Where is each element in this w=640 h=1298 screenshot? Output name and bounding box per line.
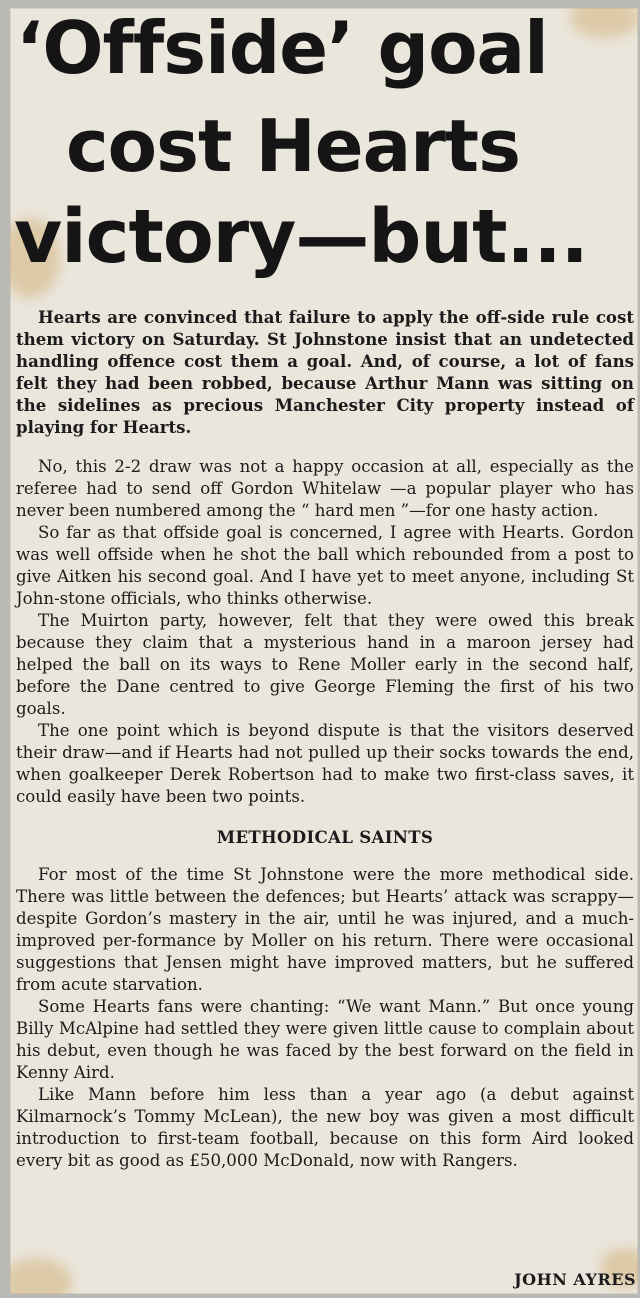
lead-paragraph: Hearts are convinced that failure to apply the off-side rule cost them victory on Saturday. St Johnstone insist that an undetected handling offence cost them a goal. And, of course, a lot of fans felt they had been robbed, because Arthur Mann was sitting on the sidelines as precious Manchester City property instead of playing for Hearts. — [16, 307, 634, 437]
paragraph: Some Hearts fans were chanting: “We want Mann.” But once young Billy McAlpine had settled they were given little cause to complain about his debut, even though he was faced by the best forward on the field in Kenny Aird. — [16, 997, 634, 1082]
headline-line-3: victory—but... — [14, 194, 588, 280]
newspaper-clipping — [10, 8, 638, 1294]
paragraph: So far as that offside goal is concerned, I agree with Hearts. Gordon was well offside when he shot the ball which rebounded from a post to give Aitken his second goal. And I have yet to meet anyone, including St John-stone officials, who thinks otherwise. — [16, 523, 634, 608]
byline: JOHN AYRES — [514, 1270, 636, 1289]
paragraph: No, this 2-2 draw was not a happy occasion at all, especially as the referee had to send off Gordon Whitelaw —a popular player who has never been numbered among the “ hard men ”—for one hasty action. — [16, 457, 634, 520]
headline-line-2: cost Hearts — [66, 104, 520, 188]
article-body — [16, 306, 634, 1172]
subheading: METHODICAL SAINTS — [216, 827, 434, 847]
paper-stain — [10, 1258, 72, 1294]
paragraph: Like Mann before him less than a year ago (a debut against Kilmarnock’s Tommy McLean), the new boy was given a most difficult introduction to first-team football, because on this form Aird looked every bit as good as £50,000 McDonald, now with Rangers. — [16, 1085, 634, 1170]
headline-line-1: ‘Offside’ goal — [16, 8, 548, 90]
paragraph: The one point which is beyond dispute is that the visitors deserved their draw—and if Hearts had not pulled up their socks towards the end, when goalkeeper Derek Robertson had to make two first-class saves, it could easily have been two points. — [16, 721, 634, 806]
paper-stain — [570, 8, 638, 38]
paragraph: The Muirton party, however, felt that they were owed this break because they claim that a mysterious hand in a maroon jersey had helped the ball on its ways to Rene Moller early in the second half, before the Dane centred to give George Fleming the first of his two goals. — [16, 611, 634, 718]
paragraph: For most of the time St Johnstone were the more methodical side. There was little between the defences; but Hearts’ attack was scrappy—despite Gordon’s mastery in the air, until he was injured, and a much-improved per-formance by Moller on his return. There were occasional suggestions that Jensen might have improved matters, but he suffered from acute starvation. — [16, 865, 634, 994]
